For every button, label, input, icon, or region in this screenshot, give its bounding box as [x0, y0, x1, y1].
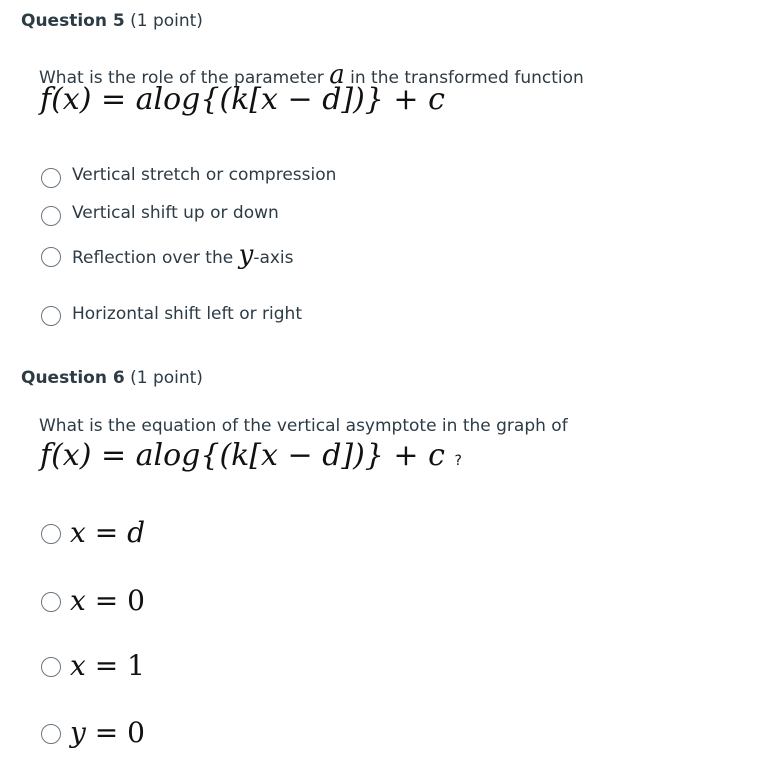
option-radio[interactable]: [41, 724, 61, 744]
option-radio[interactable]: [41, 524, 61, 544]
question-points: (1 point): [130, 368, 203, 388]
question-6-formula: [40, 438, 462, 473]
question-title: Question 5: [21, 11, 125, 31]
option-label[interactable]: [72, 240, 294, 270]
option-eq: =: [85, 649, 128, 682]
question-6-prompt: What is the equation of the vertical asymptote in the graph of: [39, 416, 568, 436]
option-label[interactable]: [70, 516, 145, 549]
option-label[interactable]: [70, 649, 145, 682]
prompt-variable: a: [329, 60, 345, 90]
option-label[interactable]: Vertical shift up or down: [72, 203, 279, 223]
prompt-text: in the transformed function: [344, 68, 584, 88]
question-mark: ?: [454, 453, 462, 469]
question-6-heading: [21, 368, 203, 388]
formula-text: f(x) = alog{(k[x − d])} + c: [40, 438, 445, 473]
option-text: Reflection over the: [72, 248, 239, 268]
option-label[interactable]: [70, 716, 145, 749]
option-val: d: [127, 516, 145, 549]
option-radio[interactable]: [41, 657, 61, 677]
option-eq: =: [85, 584, 128, 617]
option-variable: y: [238, 240, 254, 270]
option-var: x: [70, 649, 86, 682]
option-val: 1: [127, 649, 145, 682]
option-radio[interactable]: [41, 206, 61, 226]
option-radio[interactable]: [41, 168, 61, 188]
option-var: x: [70, 516, 86, 549]
question-5-formula: f(x) = alog{(k[x − d])} + c: [40, 82, 445, 117]
option-label[interactable]: Horizontal shift left or right: [72, 304, 302, 324]
option-var: y: [70, 716, 86, 749]
option-radio[interactable]: [41, 592, 61, 612]
option-eq: =: [85, 716, 128, 749]
option-label[interactable]: Vertical stretch or compression: [72, 165, 337, 185]
option-val: 0: [127, 716, 145, 749]
option-val: 0: [127, 584, 145, 617]
option-radio[interactable]: [41, 306, 61, 326]
question-5-heading: [21, 11, 203, 31]
question-points: (1 point): [130, 11, 203, 31]
option-eq: =: [85, 516, 128, 549]
question-title: Question 6: [21, 368, 125, 388]
option-var: x: [70, 584, 86, 617]
option-text: -axis: [253, 248, 294, 268]
prompt-text: What is the role of the parameter: [39, 68, 330, 88]
option-label[interactable]: [70, 584, 145, 617]
option-radio[interactable]: [41, 247, 61, 267]
